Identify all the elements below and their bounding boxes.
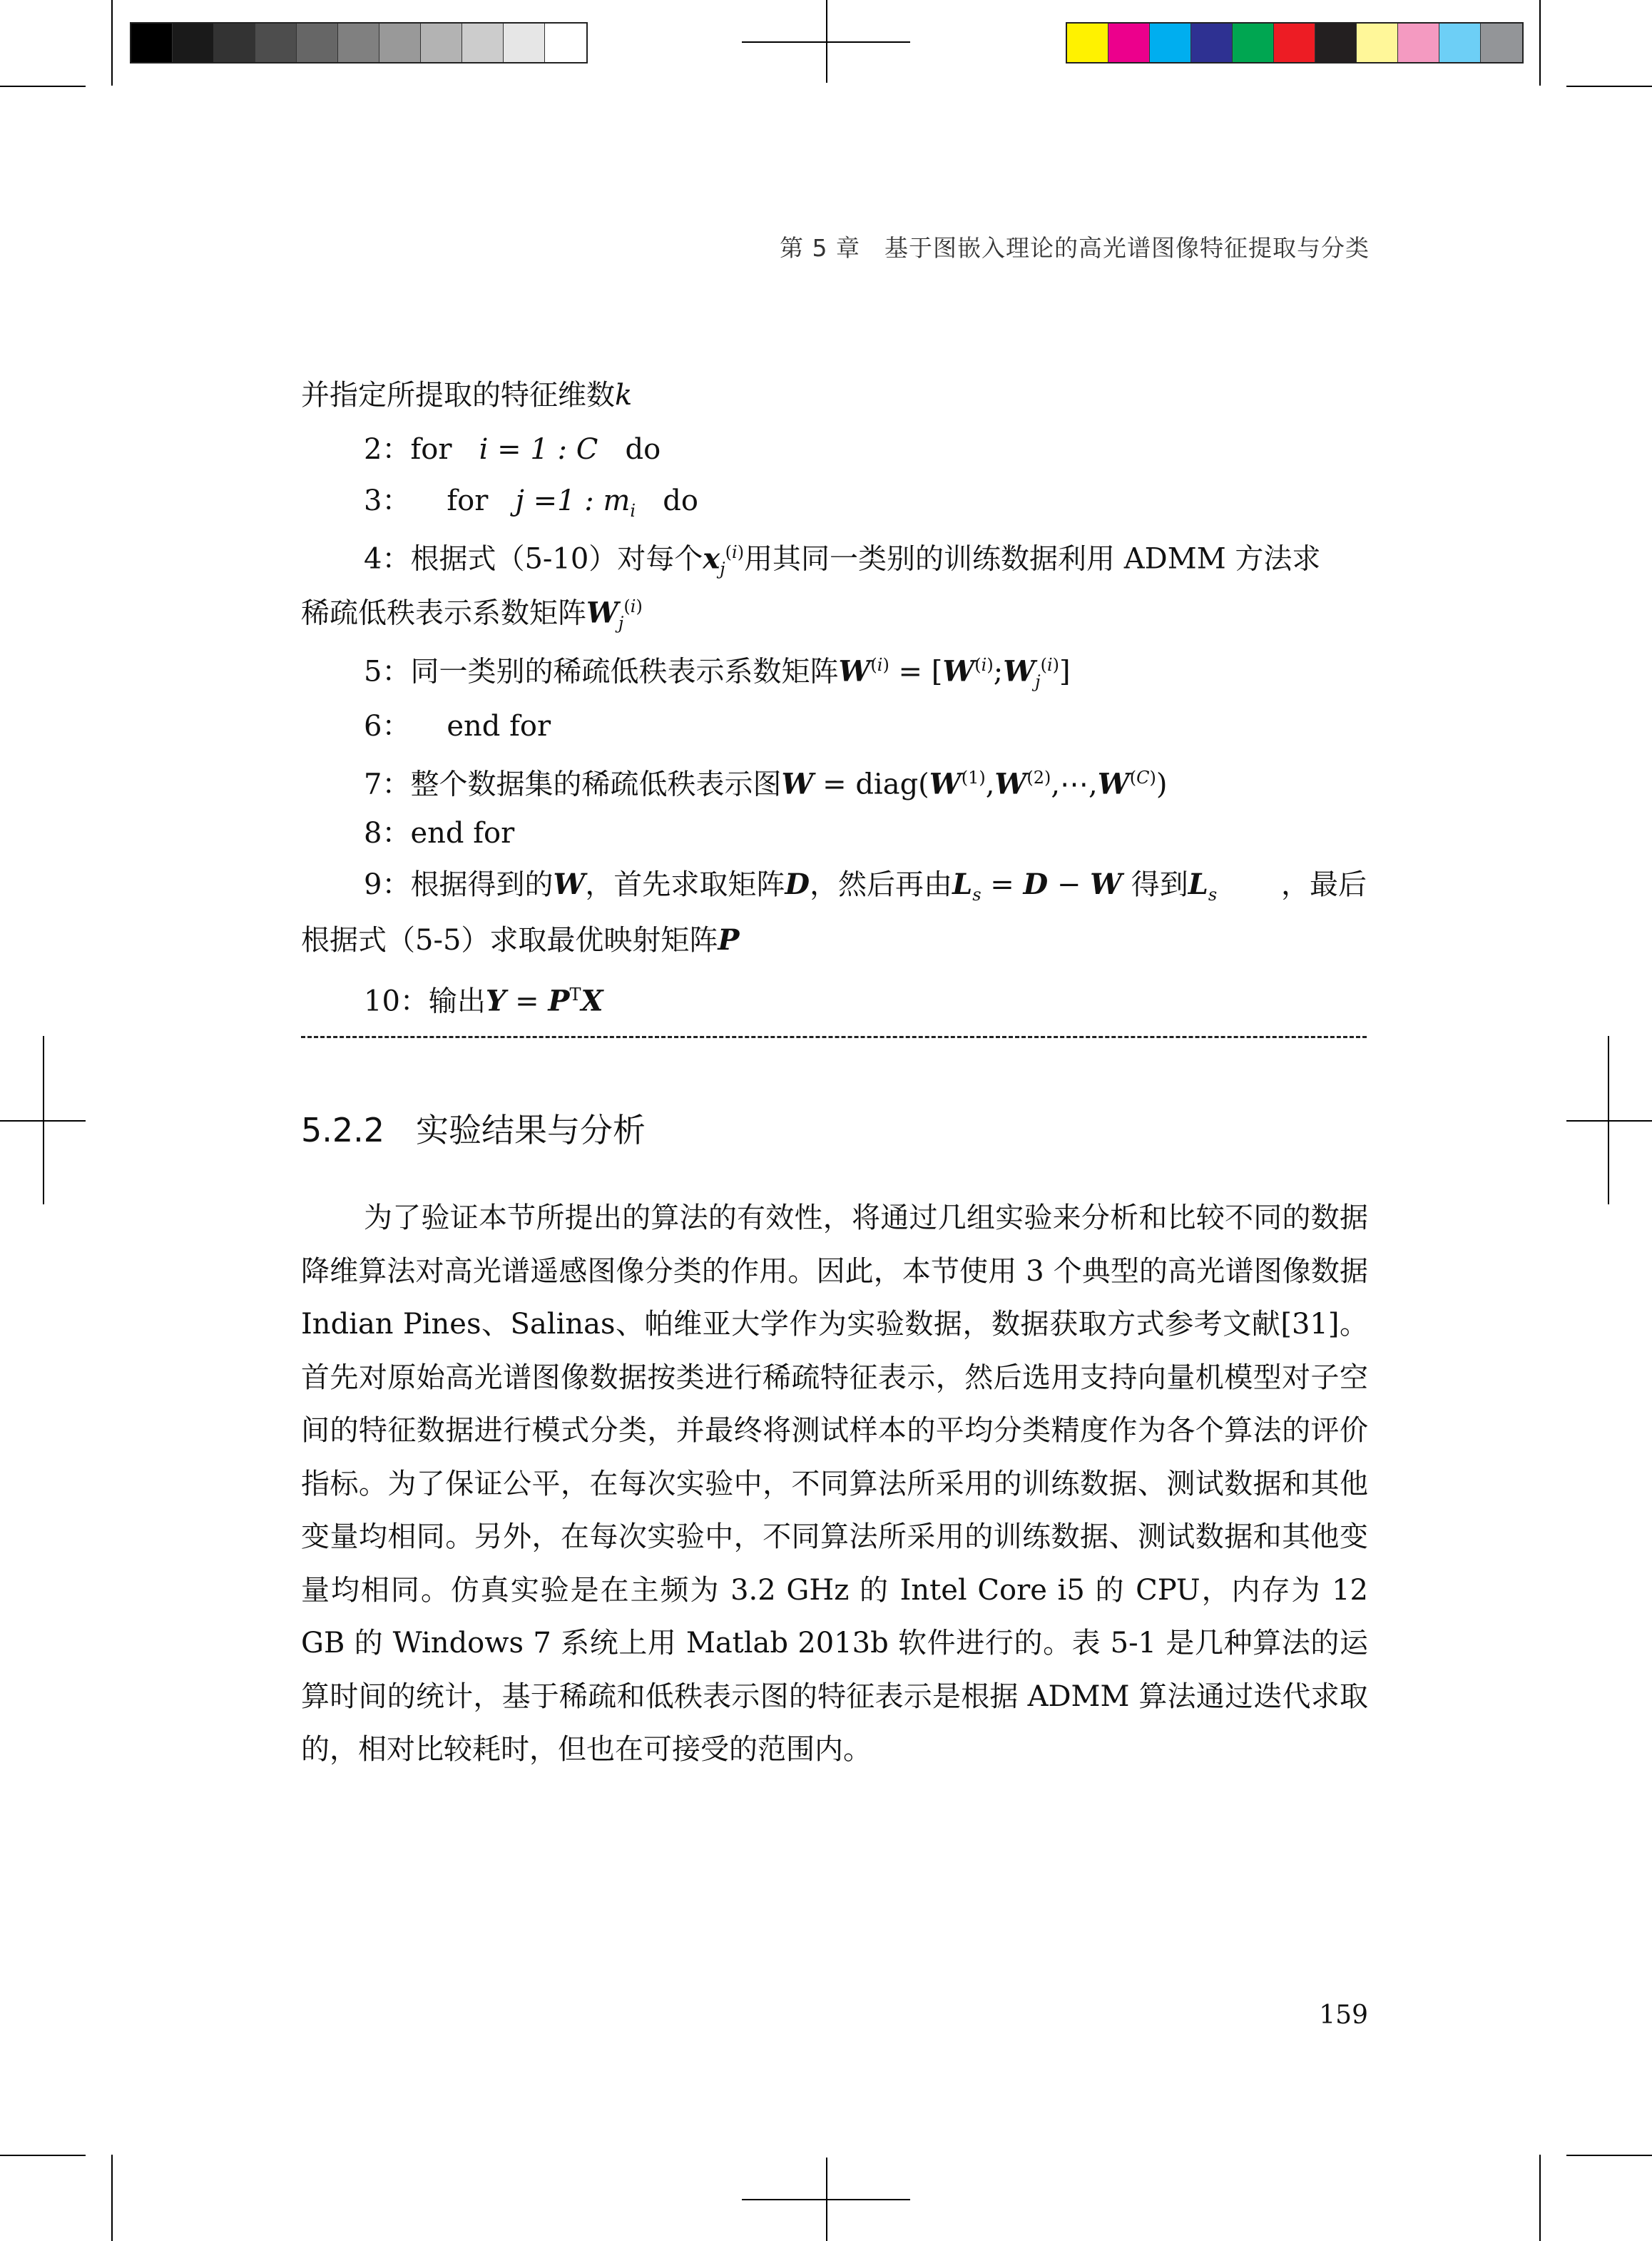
gray-swatch-0	[131, 24, 173, 62]
gray-swatch-10	[545, 24, 586, 62]
color-swatch-5	[1274, 24, 1315, 62]
color-swatch-1	[1108, 24, 1150, 62]
color-swatch-3	[1191, 24, 1233, 62]
running-header: 第 5 章 基于图嵌入理论的高光谱图像特征提取与分类	[780, 234, 1370, 262]
algorithm-step-10: 10：输出$Y = P^TX$	[364, 984, 603, 1018]
page-number: 159	[1319, 2001, 1368, 2030]
algorithm-end-rule	[301, 1036, 1367, 1038]
gray-swatch-5	[338, 24, 379, 62]
algorithm-step-7: 7：整个数据集的稀疏低秩表示图$W = diag(W^{(1)},W^{(2)},\cdots,W^{(C)})$	[364, 767, 1168, 801]
gray-swatch-8	[462, 24, 504, 62]
gray-swatch-7	[421, 24, 462, 62]
gray-swatch-4	[297, 24, 338, 62]
algorithm-step-3: 3： for j =1 : $m_i$ do	[364, 484, 698, 521]
color-swatch-9	[1439, 24, 1481, 62]
section-heading	[301, 1104, 646, 1152]
algorithm-step-9: 9：根据得到的W，首先求取矩阵D，然后再由$L_s = D - W$ 得到$L_s$ ，最后	[364, 868, 1367, 905]
gray-swatch-3	[255, 24, 297, 62]
color-swatch-8	[1398, 24, 1439, 62]
body-paragraph: 为了验证本节所提出的算法的有效性，将通过几组实验来分析和比较不同的数据降维算法对高光谱遥感图像分类的作用。因此，本节使用 3 个典型的高光谱图像数据 Indian Pines、Salinas、帕维亚大学作为实验数据，数据获取方式参考文献[31]。首先对原始高光谱图像数据按类进行稀疏特征表示，然后选用支持向量机模型对子空间的特征数据进行模式分类，并最终将测试样本的平均分类精度作为各个算法的评价指标。为了保证公平，在每次实验中，不同算法所采用的训练数据、测试数据和其他变量均相同。另外，在每次实验中，不同算法所采用的训练数据、测试数据和其他变量均相同。仿真实验是在主频为 3.2 GHz 的 Intel Core i5 的 CPU，内存为 12 GB 的 Windows 7 系统上用 Matlab 2013b 软件进行的。表 5-1 是几种算法的运算时间的统计，基于稀疏和低秩表示图的特征表示是根据 ADMM 算法通过迭代求取的，相对比较耗时，但也在可接受的范围内。	[301, 1201, 1368, 1766]
color-swatch-2	[1150, 24, 1191, 62]
color-swatch-10	[1481, 24, 1522, 62]
color-swatch-7	[1357, 24, 1398, 62]
section-number: 5.2.2	[301, 1111, 385, 1149]
gray-swatch-9	[504, 24, 545, 62]
gray-swatch-6	[379, 24, 421, 62]
algorithm-step-2: 2：for i = 1 : C do	[364, 433, 661, 466]
cmyk-color-bar	[1066, 22, 1524, 63]
grayscale-color-bar	[130, 22, 588, 63]
algorithm-step-4-cont: 稀疏低秩表示系数矩阵$W_j^{(i)}$	[301, 596, 643, 634]
algorithm-line-0: 并指定所提取的特征维数k	[301, 379, 633, 412]
algorithm-step-9-cont: 根据式（5-5）求取最优映射矩阵P	[301, 923, 740, 957]
gray-swatch-2	[214, 24, 255, 62]
algorithm-step-4: 4：根据式（5-10）对每个$x_j^{(i)}$用其同一类别的训练数据利用 ADMM 方法求	[364, 542, 1321, 579]
section-title: 实验结果与分析	[416, 1111, 646, 1149]
algorithm-step-5: 5：同一类别的稀疏低秩表示系数矩阵$W^{(i)}$ = $[W^{(i)};W_j^{(i)}]$	[364, 654, 1071, 692]
color-swatch-0	[1067, 24, 1108, 62]
color-swatch-6	[1315, 24, 1357, 62]
gray-swatch-1	[173, 24, 214, 62]
color-swatch-4	[1233, 24, 1274, 62]
algorithm-step-8: 8：end for	[364, 817, 515, 850]
algorithm-step-6: 6： end for	[364, 710, 551, 743]
